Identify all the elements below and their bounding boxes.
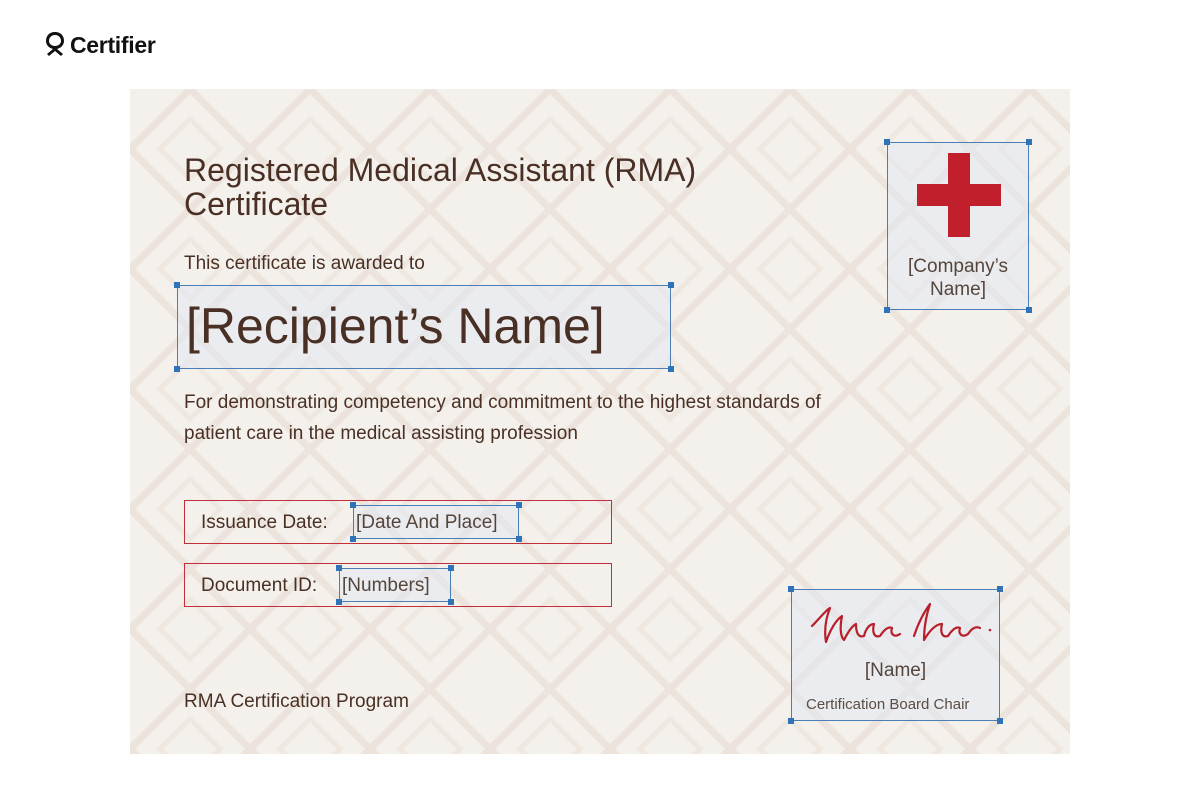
issuance-date-value: [Date And Place] — [356, 512, 498, 533]
program-name: RMA Certification Program — [184, 691, 409, 712]
certificate-description: For demonstrating competency and commitment to the highest standards of patient care in the medical assisting profession — [184, 392, 821, 444]
signature-field[interactable] — [791, 589, 1000, 721]
recipient-name-field[interactable] — [177, 285, 671, 369]
resize-handle[interactable] — [1026, 307, 1032, 313]
company-logo-field[interactable] — [887, 142, 1029, 310]
resize-handle[interactable] — [884, 307, 890, 313]
signer-name: [Name] — [864, 660, 927, 681]
document-id-label: Document ID: — [201, 575, 318, 596]
recipient-name-text: [Recipient’s Name] — [186, 298, 605, 354]
signer-role: Certification Board Chair — [806, 696, 970, 713]
resize-handle[interactable] — [516, 502, 522, 508]
certifier-logo-icon — [44, 30, 66, 60]
resize-handle[interactable] — [336, 599, 342, 605]
resize-handle[interactable] — [336, 565, 342, 571]
resize-handle[interactable] — [997, 586, 1003, 592]
red-cross-icon — [917, 153, 1001, 237]
resize-handle[interactable] — [788, 586, 794, 592]
brand — [44, 30, 156, 60]
issuance-date-row — [184, 500, 612, 544]
resize-handle[interactable] — [1026, 139, 1032, 145]
document-id-field[interactable] — [339, 568, 451, 602]
resize-handle[interactable] — [350, 502, 356, 508]
issuance-date-label: Issuance Date: — [201, 512, 328, 533]
brand-name: Certifier — [70, 31, 156, 58]
resize-handle[interactable] — [174, 366, 180, 372]
resize-handle[interactable] — [884, 139, 890, 145]
issuance-date-field[interactable] — [353, 505, 519, 539]
resize-handle[interactable] — [668, 366, 674, 372]
resize-handle[interactable] — [516, 536, 522, 542]
resize-handle[interactable] — [350, 536, 356, 542]
certificate-canvas — [130, 89, 1070, 754]
resize-handle[interactable] — [668, 282, 674, 288]
resize-handle[interactable] — [788, 718, 794, 724]
resize-handle[interactable] — [448, 599, 454, 605]
document-id-row — [184, 563, 612, 607]
resize-handle[interactable] — [997, 718, 1003, 724]
company-name-text: [Company’s Name] — [908, 256, 1008, 300]
awarded-text: This certificate is awarded to — [184, 253, 425, 274]
certificate-title: Registered Medical Assistant (RMA) Certificate — [184, 152, 697, 222]
resize-handle[interactable] — [448, 565, 454, 571]
document-id-value: [Numbers] — [342, 575, 430, 596]
resize-handle[interactable] — [174, 282, 180, 288]
signature-image — [806, 596, 996, 652]
